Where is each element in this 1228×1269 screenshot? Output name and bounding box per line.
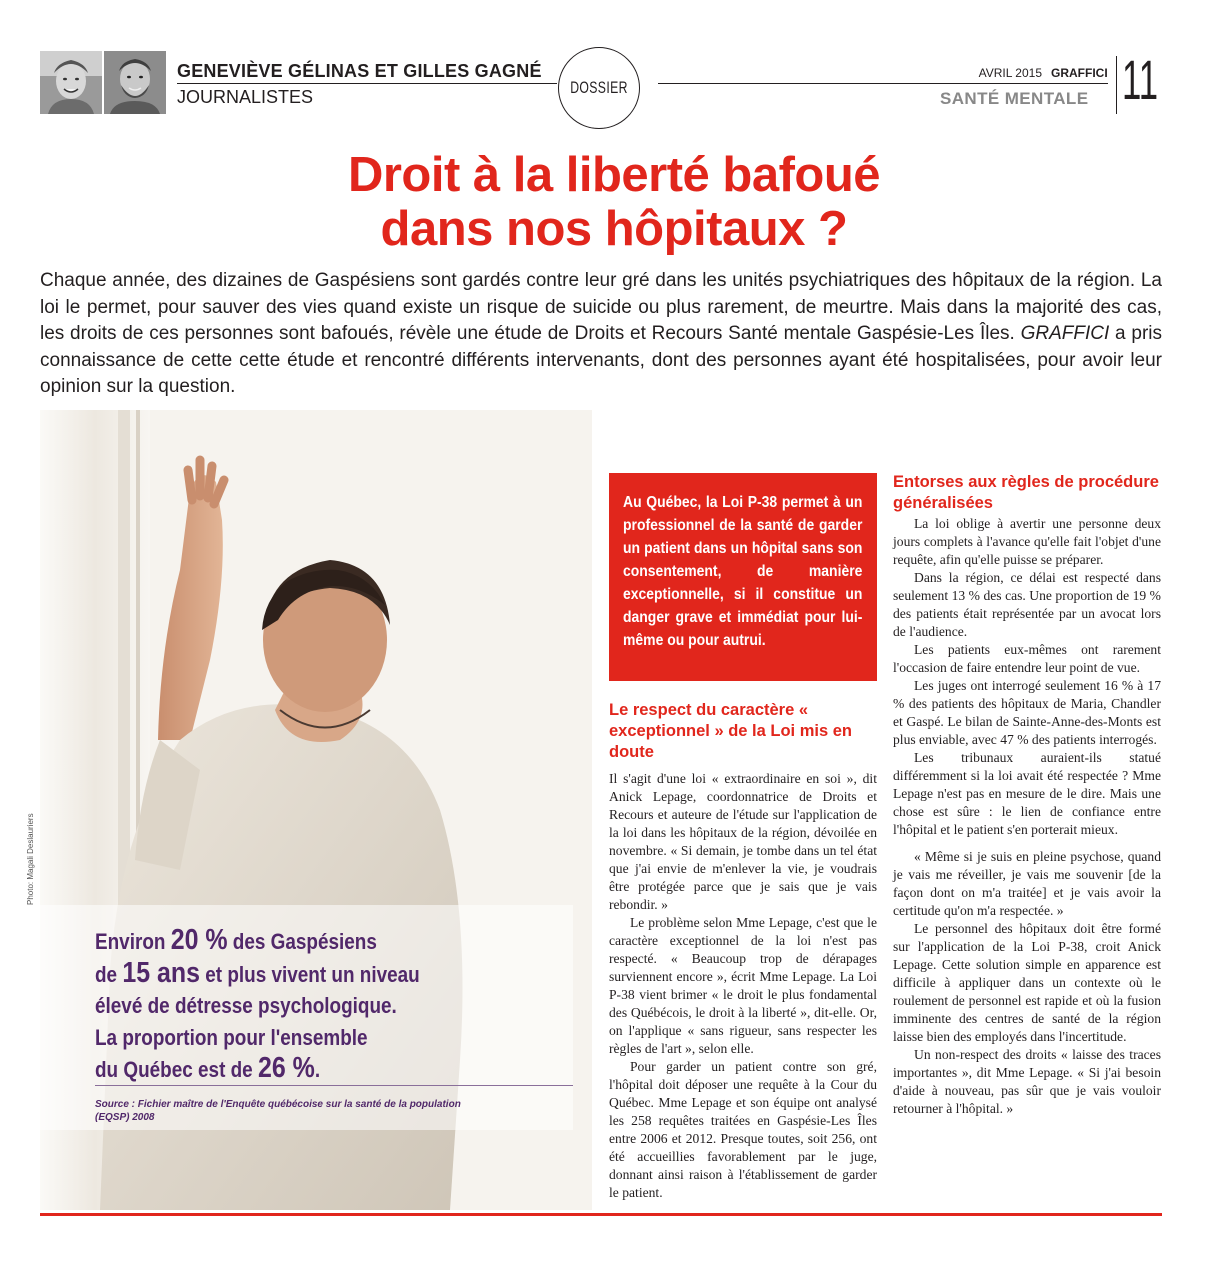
- author-photo-genevieve: [40, 51, 102, 114]
- header-divider-left: [177, 83, 557, 84]
- header-divider-right: [658, 83, 1108, 84]
- magazine-name: GRAFFICI: [1051, 66, 1108, 80]
- stat-value-26-percent: 26 %: [257, 1052, 315, 1084]
- body-paragraph: Le personnel des hôpitaux doit être formé sur l'application de la Loi P-38, croit Anick Lepage. Cette solution simple en apparence est difficile à appliquer dans un contexte où le roulement de personnel est rapide et où la fusion imminente des centres de santé de la région laisse bien des employés dans l'incertitude.: [893, 921, 1161, 1044]
- byline-authors: GENEVIÈVE GÉLINAS ET GILLES GAGNÉ: [177, 61, 542, 81]
- article-title-line-2: dans nos hôpitaux ?: [380, 202, 848, 256]
- stat-text-part: des Gaspésiens: [227, 929, 377, 954]
- column-2-body: [893, 515, 1161, 1118]
- body-paragraph: Les tribunaux auraient-ils statué différemment si la loi avait été respectée ? Mme Lepage n'est pas en mesure de le dire. Mais une chose est sûre : le lien de confiance entre l'hôpital et le patient s'en porterait mieux.: [893, 750, 1161, 837]
- column-2-heading: Entorses aux règles de procédure généralisées: [893, 473, 1159, 512]
- stat-source: Source : Fichier maître de l'Enquête québécoise sur la santé de la population (EQSP) 2008: [95, 1099, 461, 1123]
- photo-credit: Photo: Magali Deslauriers: [26, 813, 35, 905]
- stat-value-15-ans: 15 ans: [122, 956, 201, 989]
- body-paragraph: Les patients eux-mêmes ont rarement l'occasion de faire entendre leur point de vue.: [893, 642, 1161, 675]
- column-1-heading: Le respect du caractère « exceptionnel » de la Loi mis en doute: [609, 701, 852, 761]
- stat-box-divider: [95, 1085, 573, 1086]
- body-paragraph: Les juges ont interrogé seulement 16 % à 17 % des patients des hôpitaux de Maria, Chandler et Gaspé. Le bilan de Sainte-Anne-des-Monts est plus enviable, avec 47 % des patients interrogés.: [893, 678, 1161, 747]
- stat-text-part: Environ: [95, 929, 171, 954]
- byline-role: JOURNALISTES: [177, 87, 314, 107]
- article-title: [0, 148, 1228, 256]
- page-bottom-rule: [40, 1213, 1162, 1216]
- stat-text-part: du Québec est de: [95, 1057, 258, 1082]
- page-number-divider: [1116, 56, 1117, 114]
- stat-line-2: [95, 958, 473, 991]
- dossier-badge: [558, 47, 640, 129]
- author-photo-gilles: [104, 51, 166, 114]
- body-paragraph: Il s'agit d'une loi « extraordinaire en soi », dit Anick Lepage, coordonnatrice de Droits et Recours et auteure de l'étude sur l'application de la loi dans les hôpitaux de la région, dévoilée en novembre. « Si demain, je tombe dans un tel état que j'ai envie de m'enlever la vie, je voudrais être protégée parce que je sais que je vais rebondir. »: [609, 771, 877, 912]
- lead-text-2: a pris connaissance de cette cette étude et rencontré différents intervenants, dont des personnes ayant été hospitalisées, pour avoir leur opinion sur la question.: [40, 323, 1162, 397]
- body-quote: « Même si je suis en pleine psychose, quand je vais me réveiller, je vais me souvenir [de la façon dont on m'a traitée] et je vais avoir la certitude qu'on m'a respectée. »: [893, 849, 1161, 918]
- stat-line-4: La proportion pour l'ensemble: [95, 1024, 368, 1050]
- stat-line-3: élevé de détresse psychologique.: [95, 993, 397, 1018]
- page-number: 11: [1122, 48, 1159, 111]
- body-paragraph: Pour garder un patient contre son gré, l'hôpital doit déposer une requête à la Cour du Québec. Mme Lepage et son équipe ont analysé les 258 requêtes traitées en Gaspésie-Les Îles entre 2006 et 2012. Presque toutes, soit 256, ont été accueillies favorablement par le juge, donnant ainsi raison à l'établissement de garder le patient.: [609, 1059, 877, 1200]
- body-paragraph: La loi oblige à avertir une personne deux jours complets à l'avance qu'elle fait l'objet d'une requête, afin qu'elle puisse se préparer.: [893, 516, 1161, 567]
- page-header: [0, 0, 1228, 120]
- stat-text-part: .: [314, 1057, 321, 1082]
- body-paragraph: Dans la région, ce délai est respecté dans seulement 13 % des cas. Une proportion de 19 % des patients était représentée par un avocat lors de l'audience.: [893, 570, 1161, 639]
- issue-date: AVRIL 2015: [978, 66, 1042, 80]
- stat-line-1: [95, 925, 473, 958]
- stat-value-20-percent: 20 %: [170, 924, 228, 956]
- stat-box-text: [95, 925, 473, 1086]
- dossier-label: DOSSIER: [570, 78, 628, 97]
- highlight-box: [609, 473, 877, 681]
- stat-text-part: de: [95, 961, 123, 987]
- body-paragraph: Le problème selon Mme Lepage, c'est que le caractère exceptionnel de la loi n'est pas respecté. « Beaucoup trop de dérapages surviennent encore », écrit Mme Lepage. La Loi P-38 vient brimer « le droit le plus fondamental des Québécois, le droit à la liberté », dit-elle. Or, on l'applique « sans rigueur, sans respecter les règles de l'art », selon elle.: [609, 915, 877, 1056]
- column-1-body: [609, 770, 877, 1202]
- section-name: SANTÉ MENTALE: [940, 89, 1089, 108]
- article-lead: [40, 268, 1162, 401]
- lead-magazine-name: GRAFFICI: [1020, 323, 1110, 344]
- highlight-box-text: Au Québec, la Loi P-38 permet à un professionnel de la santé de garder un patient dans un hôpital sans son consentement, de manière exceptionnelle, si il constitue un danger grave et immédiat pour lui-même ou pour autrui.: [623, 494, 863, 649]
- lead-text: Chaque année, des dizaines de Gaspésiens sont gardés contre leur gré dans les unités psychiatriques des hôpitaux de la région. La loi le permet, pour sauver des vies quand existe un risque de suicide ou plus rarement, de meurtre. Mais dans la majorité des cas, les droits de ces personnes sont bafoués, révèle une étude de Droits et Recours Santé mentale Gaspésie-Les Îles.: [40, 270, 1162, 344]
- stat-text-part: et plus vivent un niveau: [200, 961, 420, 987]
- stat-line-5: [95, 1053, 473, 1086]
- article-title-line-1: Droit à la liberté bafoué: [347, 148, 881, 202]
- lead-paragraph: [40, 268, 1162, 401]
- body-paragraph: Un non-respect des droits « laisse des traces importantes », dit Mme Lepage. « Si j'ai besoin d'aide à nouveau, pas sûr que je vais vouloir retourner à l'hôpital. »: [893, 1047, 1161, 1116]
